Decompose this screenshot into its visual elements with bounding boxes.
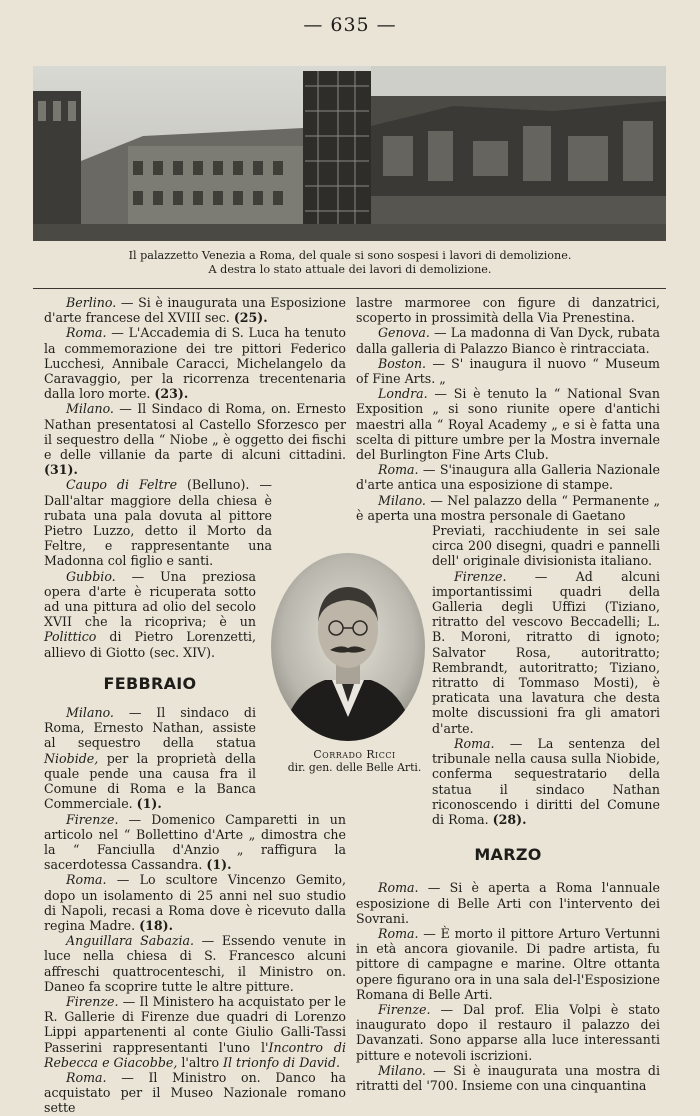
section-heading-marzo: MARZO: [474, 845, 542, 865]
entry-text: — Si è inaugurata una mostra di ritratti del '700. Insieme con una cinquantina: [356, 1062, 660, 1093]
entry-text: — Ad alcuni importantissimi quadri della Galleria degli Uffizi (Tiziano, ritratto del vescovo Beccadelli; L. B. Moroni, ritratto di ignoto; Salvator Rosa, autoritratto; Rembrandt, autoritratto; Tiziano, ritratto di Tommaso Mosti), è praticata una lavatura che desta molte discussioni fra gli amatori d'arte.: [432, 568, 660, 736]
entry: [356, 493, 660, 523]
entry: [356, 386, 660, 462]
entry: [44, 401, 346, 477]
caption-line: A destra lo stato attuale dei lavori di demolizione.: [208, 263, 492, 276]
entry-text: — Lo scultore Vincenzo Gemito, dopo un isolamento di 25 anni nel suo studio di Napoli, recasi a Roma dove è ricevuto dalla regina Madre.: [44, 872, 346, 933]
entry-ref: (1).: [206, 857, 232, 873]
entry: [44, 933, 346, 994]
entry-text: — Il Sindaco di Roma, on. Ernesto Nathan presentatosi al Castello Sforzesco per il sequestro della “ Niobe „ è oggetto dei fischi e delle villanie da parte di alcuni cittadini.: [44, 401, 346, 463]
entry-text: — Una preziosa opera d'arte è ricuperata sotto ad una pittura ad olio del secolo XVII che la ricopriva; è un: [44, 568, 256, 630]
entry-text: (Belluno). — Dall'altar maggiore della chiesa è rubata una pala dovuta al pittore Pietro Luzzo, detto il Morto da Feltre, e rappresentante una Madonna col figlio e santi.: [44, 477, 272, 569]
entry-text: — La madonna di Van Dyck, rubata dalla galleria di Palazzo Bianco è rintracciata.: [356, 325, 660, 356]
entry: [44, 994, 346, 1070]
entry: [356, 1063, 660, 1093]
entry-location: Roma.: [378, 462, 419, 478]
entry-text: — Il Ministero ha acquistato per le R. Gallerie di Firenze due quadri di Lorenzo Lippi appartenenti al conte Giulio Galli-Tassi Passerini rappresentanti l'uno l': [44, 993, 346, 1055]
entry: [432, 523, 660, 569]
entry-location: Milano.: [378, 492, 426, 508]
entry-location: Milano.: [66, 401, 114, 417]
entry-ref: (18).: [139, 917, 173, 933]
entry-ref: (25).: [233, 310, 268, 326]
entry: [356, 356, 660, 386]
entry: [44, 872, 346, 933]
photo-caption: [40, 249, 660, 277]
right-column: [356, 295, 660, 1093]
entry-title: Niobide,: [44, 750, 99, 766]
entry-text: — La sentenza del tribunale nella causa sulla Niobide, conferma sequestratario della statua il sindaco Nathan riconoscendo i diritti del Comune di Roma.: [432, 735, 660, 827]
entry-location: Caupo di Feltre: [66, 477, 178, 493]
entry: [356, 462, 660, 492]
entry-text: di Pietro Lorenzetti, allievo di Giotto (sec. XIV).: [44, 629, 256, 660]
entry-text: lastre marmoree con figure di danzatrici, scoperto in prossimità della Via Prenestina.: [356, 295, 660, 326]
entry-title: Il trionfo di David.: [223, 1054, 341, 1070]
entry: [356, 880, 660, 926]
entry-text: — Nel palazzo della “ Permanente „ è aperta una mostra personale di Gaetano: [356, 492, 660, 523]
entry-location: Milano.: [378, 1062, 426, 1078]
entry-text: — Dal prof. Elia Volpi è stato inaugurato dopo il restauro il palazzo dei Davanzati. Sono apparse alla luce interessanti pitture e notevoli iscrizioni.: [356, 1001, 660, 1063]
entry-location: Firenze.: [378, 1001, 431, 1017]
entry-ref: (28).: [492, 811, 527, 827]
entry: [44, 569, 256, 660]
entry-text: — Si è tenuto la “ National Svan Exposition „ si sono riunite opere d'antichi maestri alla “ Royal Academy „ e si è fatta una scelta di pitture umbre per la Mostra invernale del Burlington Fine Arts Club.: [356, 386, 660, 463]
divider: [33, 288, 666, 289]
entry-text: — L'Accademia di S. Luca ha tenuto la commemorazione dei tre pittori Federico Lucchesi, Annibale Caracci, Michelangelo da Caravaggio, per la ricorrenza trecentenaria dalla loro morte.: [44, 325, 346, 402]
page-number: — 635 —: [303, 14, 397, 36]
entry: [44, 325, 346, 401]
entry: [432, 736, 660, 827]
entry-ref: (31).: [44, 462, 78, 478]
entry-title: Incontro di Rebecca e Giacobbe,: [44, 1039, 346, 1070]
entry-location: Roma.: [454, 735, 495, 751]
entry-ref: (23).: [154, 386, 189, 402]
entry-location: Roma.: [66, 325, 107, 341]
entry-location: Berlino.: [66, 295, 117, 310]
entry: [44, 477, 272, 568]
entry: [44, 812, 346, 873]
entry-text: — Si è aperta a Roma l'annuale esposizione di Belle Arti con l'intervento dei Sovrani.: [356, 880, 660, 926]
entry-text: — Si è inaugurata una Esposizione d'arte francese del XVIII sec.: [44, 295, 346, 326]
entry-text: — Il Ministro on. Danco ha acquistato per il Museo Nazionale romano sette: [44, 1069, 346, 1116]
entry-text: — S'inaugura alla Galleria Nazionale d'arte antica una esposizione di stampe.: [356, 462, 660, 493]
entry-location: Roma.: [378, 880, 419, 896]
entry-text: l'altro: [177, 1054, 224, 1070]
portrait-name: Corrado Ricci: [313, 748, 396, 761]
section-heading-febbraio: FEBBRAIO: [103, 673, 197, 693]
entry: [356, 325, 660, 355]
entry: [432, 569, 660, 736]
entry-location: Roma.: [66, 872, 107, 888]
entry: [356, 926, 660, 1002]
entry-location: Milano.: [66, 705, 114, 721]
entry-text: — Domenico Camparetti in un articolo nel “ Bollettino d'Arte „ dimostra che la “ Fanciulla d'Anzio „ raffigura la sacerdotessa Cassandra.: [44, 811, 346, 873]
portrait-role: dir. gen. delle Belle Arti.: [287, 761, 422, 774]
entry: [44, 705, 256, 811]
entry-text: per la proprietà della quale pende una causa fra il Comune di Roma e la Banca Commerciale.: [44, 750, 256, 812]
entry: [356, 295, 660, 325]
caption-line: Il palazzetto Venezia a Roma, del quale si sono sospesi i lavori di demolizione.: [128, 249, 572, 262]
entry: [356, 1002, 660, 1063]
entry-title: Polittico: [44, 629, 97, 645]
entry-text: — Essendo venute in luce nella chiesa di S. Francesco alcuni affreschi quattrocenteschi, il Ministro on. Daneo fa scoprire tutte le altre pitture.: [44, 933, 346, 994]
entry-text: — Il sindaco di Roma, Ernesto Nathan, assiste al sequestro della statua: [44, 705, 256, 751]
entry-location: Gubbio.: [66, 568, 116, 584]
entry-text: — S' inaugura il nuovo “ Museum of Fine Arts. „: [356, 355, 660, 387]
entry: [44, 1070, 346, 1116]
entry-location: Firenze.: [454, 568, 507, 584]
entry-location: Boston.: [378, 355, 427, 371]
entry: [44, 295, 346, 325]
entry-location: Londra.: [378, 386, 428, 402]
entry-location: Roma.: [66, 1069, 107, 1085]
entry-text: Previati, racchiudente in sei sale circa 200 disegni, quadri e pannelli dell' originale divisionista italiano.: [432, 523, 660, 569]
entry-text: — È morto il pittore Arturo Vertunni in età ancora giovanile. Di padre artista, fu pittore di campagne e marine. Oltre ottanta opere figurano ora in una sala del-l'Esposizione Romana di Belle Arti.: [356, 925, 660, 1002]
entry-ref: (1).: [136, 796, 162, 812]
entry-location: Anguillara Sabazia.: [66, 933, 195, 949]
entry-location: Firenze.: [66, 993, 119, 1009]
entry-location: Firenze.: [66, 811, 119, 827]
entry-location: Genova.: [378, 325, 430, 341]
entry-location: Roma.: [378, 925, 419, 941]
building-demolition-photo: [33, 66, 666, 241]
